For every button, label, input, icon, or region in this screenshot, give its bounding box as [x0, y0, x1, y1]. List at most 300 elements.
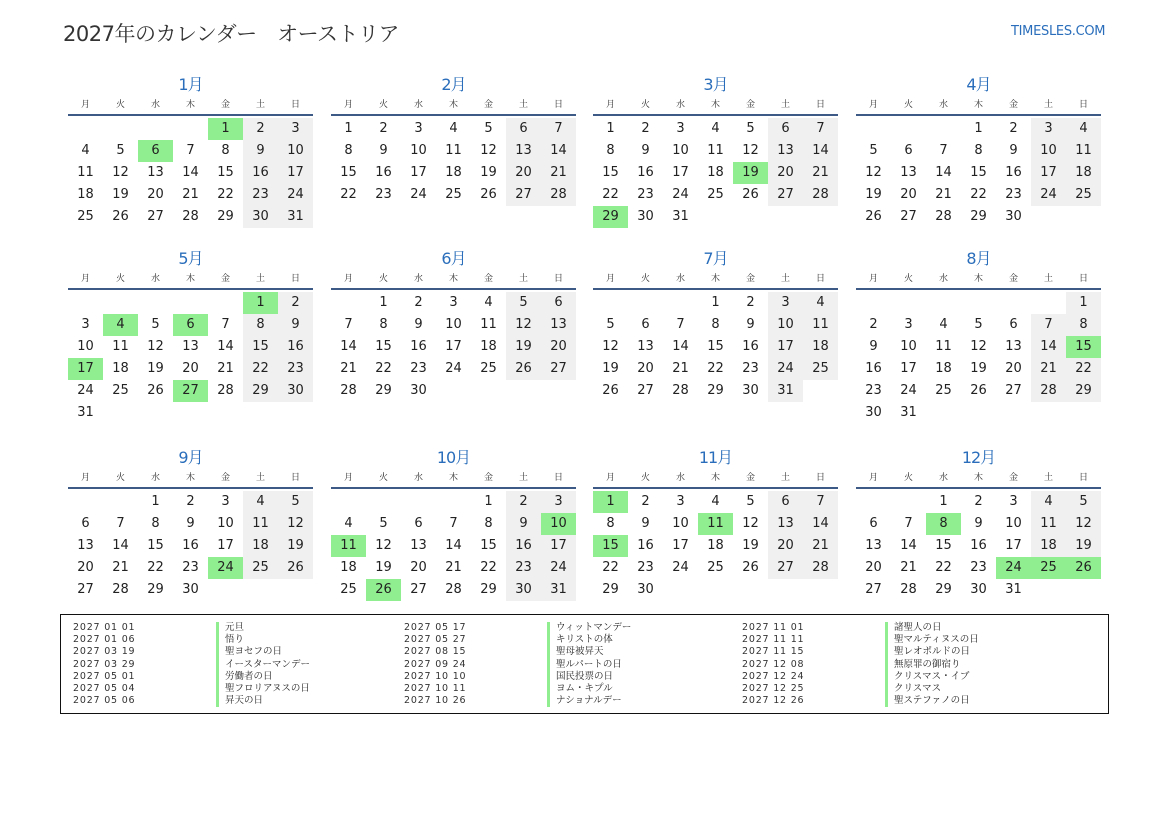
day-cell[interactable]: 5: [379, 516, 388, 531]
day-cell[interactable]: 31: [768, 380, 803, 402]
day-cell[interactable]: 22: [935, 560, 952, 575]
day-cell[interactable]: 13: [768, 140, 803, 162]
day-cell[interactable]: 19: [375, 560, 392, 575]
day-cell[interactable]: 5: [116, 143, 125, 158]
day-cell[interactable]: 3: [449, 295, 458, 310]
day-cell[interactable]: 15: [480, 538, 497, 553]
day-cell[interactable]: 7: [541, 118, 576, 140]
day-cell[interactable]: 28: [541, 184, 576, 206]
day-cell[interactable]: 21: [900, 560, 917, 575]
day-cell[interactable]: 18: [1066, 162, 1101, 184]
holiday-day-cell[interactable]: 11: [331, 535, 366, 557]
day-cell[interactable]: 16: [410, 339, 427, 354]
holiday-day-cell[interactable]: 6: [138, 140, 173, 162]
day-cell[interactable]: 17: [672, 165, 689, 180]
day-cell[interactable]: 29: [243, 380, 278, 402]
day-cell[interactable]: 24: [278, 184, 313, 206]
day-cell[interactable]: 2: [278, 292, 313, 314]
day-cell[interactable]: 3: [1009, 494, 1018, 509]
day-cell[interactable]: 5: [1066, 491, 1101, 513]
day-cell[interactable]: 24: [672, 560, 689, 575]
day-cell[interactable]: 29: [707, 383, 724, 398]
day-cell[interactable]: 16: [637, 165, 654, 180]
day-cell[interactable]: 26: [602, 383, 619, 398]
day-cell[interactable]: 8: [711, 317, 720, 332]
day-cell[interactable]: 8: [1066, 314, 1101, 336]
holiday-day-cell[interactable]: 8: [926, 513, 961, 535]
day-cell[interactable]: 20: [637, 361, 654, 376]
day-cell[interactable]: 21: [112, 560, 129, 575]
day-cell[interactable]: 4: [711, 494, 720, 509]
day-cell[interactable]: 17: [1005, 538, 1022, 553]
brand-logo-text[interactable]: TIMESLES.COM: [1011, 24, 1106, 39]
day-cell[interactable]: 14: [1031, 336, 1066, 358]
day-cell[interactable]: 31: [541, 579, 576, 601]
day-cell[interactable]: 13: [768, 513, 803, 535]
day-cell[interactable]: 12: [602, 339, 619, 354]
holiday-day-cell[interactable]: 27: [173, 380, 208, 402]
day-cell[interactable]: 3: [81, 317, 90, 332]
day-cell[interactable]: 29: [375, 383, 392, 398]
day-cell[interactable]: 23: [278, 358, 313, 380]
day-cell[interactable]: 9: [278, 314, 313, 336]
day-cell[interactable]: 18: [1031, 535, 1066, 557]
day-cell[interactable]: 18: [445, 165, 462, 180]
day-cell[interactable]: 15: [147, 538, 164, 553]
day-cell[interactable]: 20: [77, 560, 94, 575]
day-cell[interactable]: 18: [707, 538, 724, 553]
day-cell[interactable]: 7: [1031, 314, 1066, 336]
day-cell[interactable]: 23: [243, 184, 278, 206]
day-cell[interactable]: 26: [970, 383, 987, 398]
day-cell[interactable]: 14: [935, 165, 952, 180]
day-cell[interactable]: 16: [637, 538, 654, 553]
day-cell[interactable]: 3: [541, 491, 576, 513]
day-cell[interactable]: 31: [77, 405, 94, 420]
holiday-day-cell[interactable]: 10: [541, 513, 576, 535]
day-cell[interactable]: 13: [1005, 339, 1022, 354]
day-cell[interactable]: 13: [77, 538, 94, 553]
day-cell[interactable]: 9: [243, 140, 278, 162]
day-cell[interactable]: 1: [151, 494, 160, 509]
day-cell[interactable]: 13: [900, 165, 917, 180]
day-cell[interactable]: 25: [445, 187, 462, 202]
day-cell[interactable]: 18: [77, 187, 94, 202]
day-cell[interactable]: 12: [742, 516, 759, 531]
day-cell[interactable]: 21: [217, 361, 234, 376]
day-cell[interactable]: 11: [1066, 140, 1101, 162]
day-cell[interactable]: 6: [768, 118, 803, 140]
day-cell[interactable]: 19: [970, 361, 987, 376]
day-cell[interactable]: 27: [541, 358, 576, 380]
day-cell[interactable]: 19: [1066, 535, 1101, 557]
day-cell[interactable]: 9: [641, 516, 650, 531]
day-cell[interactable]: 30: [410, 383, 427, 398]
day-cell[interactable]: 19: [742, 538, 759, 553]
day-cell[interactable]: 27: [77, 582, 94, 597]
day-cell[interactable]: 21: [672, 361, 689, 376]
day-cell[interactable]: 23: [506, 557, 541, 579]
day-cell[interactable]: 22: [480, 560, 497, 575]
day-cell[interactable]: 6: [506, 118, 541, 140]
day-cell[interactable]: 24: [410, 187, 427, 202]
day-cell[interactable]: 25: [935, 383, 952, 398]
day-cell[interactable]: 26: [480, 187, 497, 202]
day-cell[interactable]: 28: [1031, 380, 1066, 402]
day-cell[interactable]: 21: [182, 187, 199, 202]
day-cell[interactable]: 25: [707, 560, 724, 575]
day-cell[interactable]: 10: [77, 339, 94, 354]
day-cell[interactable]: 26: [742, 187, 759, 202]
day-cell[interactable]: 14: [541, 140, 576, 162]
day-cell[interactable]: 10: [410, 143, 427, 158]
day-cell[interactable]: 2: [186, 494, 195, 509]
day-cell[interactable]: 20: [182, 361, 199, 376]
day-cell[interactable]: 1: [484, 494, 493, 509]
day-cell[interactable]: 25: [707, 187, 724, 202]
day-cell[interactable]: 14: [803, 140, 838, 162]
day-cell[interactable]: 16: [182, 538, 199, 553]
day-cell[interactable]: 5: [506, 292, 541, 314]
day-cell[interactable]: 20: [147, 187, 164, 202]
day-cell[interactable]: 4: [449, 121, 458, 136]
day-cell[interactable]: 1: [974, 121, 983, 136]
day-cell[interactable]: 7: [803, 118, 838, 140]
day-cell[interactable]: 28: [217, 383, 234, 398]
day-cell[interactable]: 5: [151, 317, 160, 332]
day-cell[interactable]: 4: [81, 143, 90, 158]
day-cell[interactable]: 22: [147, 560, 164, 575]
day-cell[interactable]: 11: [1031, 513, 1066, 535]
day-cell[interactable]: 29: [1066, 380, 1101, 402]
day-cell[interactable]: 30: [278, 380, 313, 402]
day-cell[interactable]: 6: [904, 143, 913, 158]
day-cell[interactable]: 6: [414, 516, 423, 531]
day-cell[interactable]: 16: [865, 361, 882, 376]
day-cell[interactable]: 2: [869, 317, 878, 332]
day-cell[interactable]: 18: [935, 361, 952, 376]
day-cell[interactable]: 14: [803, 513, 838, 535]
day-cell[interactable]: 27: [410, 582, 427, 597]
day-cell[interactable]: 22: [602, 560, 619, 575]
day-cell[interactable]: 23: [970, 560, 987, 575]
day-cell[interactable]: 24: [77, 383, 94, 398]
day-cell[interactable]: 24: [541, 557, 576, 579]
day-cell[interactable]: 17: [217, 538, 234, 553]
day-cell[interactable]: 28: [803, 184, 838, 206]
day-cell[interactable]: 23: [865, 383, 882, 398]
day-cell[interactable]: 20: [541, 336, 576, 358]
day-cell[interactable]: 1: [606, 121, 615, 136]
day-cell[interactable]: 3: [1031, 118, 1066, 140]
day-cell[interactable]: 22: [707, 361, 724, 376]
day-cell[interactable]: 5: [746, 121, 755, 136]
day-cell[interactable]: 17: [1031, 162, 1066, 184]
day-cell[interactable]: 16: [970, 538, 987, 553]
day-cell[interactable]: 12: [506, 314, 541, 336]
holiday-day-cell[interactable]: 6: [173, 314, 208, 336]
day-cell[interactable]: 24: [900, 383, 917, 398]
day-cell[interactable]: 3: [768, 292, 803, 314]
day-cell[interactable]: 10: [768, 314, 803, 336]
day-cell[interactable]: 9: [1009, 143, 1018, 158]
day-cell[interactable]: 16: [506, 535, 541, 557]
day-cell[interactable]: 2: [506, 491, 541, 513]
day-cell[interactable]: 26: [865, 209, 882, 224]
day-cell[interactable]: 12: [1066, 513, 1101, 535]
day-cell[interactable]: 10: [1005, 516, 1022, 531]
day-cell[interactable]: 14: [672, 339, 689, 354]
day-cell[interactable]: 27: [768, 557, 803, 579]
day-cell[interactable]: 10: [217, 516, 234, 531]
day-cell[interactable]: 11: [445, 143, 462, 158]
day-cell[interactable]: 18: [243, 535, 278, 557]
day-cell[interactable]: 30: [182, 582, 199, 597]
day-cell[interactable]: 25: [480, 361, 497, 376]
day-cell[interactable]: 28: [445, 582, 462, 597]
day-cell[interactable]: 12: [278, 513, 313, 535]
day-cell[interactable]: 30: [1005, 209, 1022, 224]
holiday-day-cell[interactable]: 26: [1066, 557, 1101, 579]
day-cell[interactable]: 22: [243, 358, 278, 380]
day-cell[interactable]: 1: [379, 295, 388, 310]
day-cell[interactable]: 24: [768, 358, 803, 380]
day-cell[interactable]: 13: [637, 339, 654, 354]
day-cell[interactable]: 29: [147, 582, 164, 597]
day-cell[interactable]: 31: [1005, 582, 1022, 597]
day-cell[interactable]: 27: [865, 582, 882, 597]
day-cell[interactable]: 27: [637, 383, 654, 398]
day-cell[interactable]: 7: [904, 516, 913, 531]
day-cell[interactable]: 7: [116, 516, 125, 531]
day-cell[interactable]: 7: [803, 491, 838, 513]
day-cell[interactable]: 19: [602, 361, 619, 376]
day-cell[interactable]: 21: [803, 162, 838, 184]
day-cell[interactable]: 30: [637, 209, 654, 224]
day-cell[interactable]: 12: [742, 143, 759, 158]
holiday-day-cell[interactable]: 1: [593, 491, 628, 513]
day-cell[interactable]: 20: [865, 560, 882, 575]
day-cell[interactable]: 24: [672, 187, 689, 202]
day-cell[interactable]: 1: [1066, 292, 1101, 314]
day-cell[interactable]: 29: [480, 582, 497, 597]
day-cell[interactable]: 6: [768, 491, 803, 513]
day-cell[interactable]: 27: [1005, 383, 1022, 398]
day-cell[interactable]: 30: [742, 383, 759, 398]
day-cell[interactable]: 23: [375, 187, 392, 202]
day-cell[interactable]: 7: [449, 516, 458, 531]
day-cell[interactable]: 13: [147, 165, 164, 180]
day-cell[interactable]: 28: [935, 209, 952, 224]
day-cell[interactable]: 22: [602, 187, 619, 202]
day-cell[interactable]: 15: [340, 165, 357, 180]
day-cell[interactable]: 5: [484, 121, 493, 136]
day-cell[interactable]: 1: [344, 121, 353, 136]
day-cell[interactable]: 30: [506, 579, 541, 601]
holiday-day-cell[interactable]: 29: [593, 206, 628, 228]
holiday-day-cell[interactable]: 26: [366, 579, 401, 601]
day-cell[interactable]: 9: [379, 143, 388, 158]
day-cell[interactable]: 13: [506, 140, 541, 162]
day-cell[interactable]: 8: [379, 317, 388, 332]
day-cell[interactable]: 17: [900, 361, 917, 376]
day-cell[interactable]: 11: [803, 314, 838, 336]
day-cell[interactable]: 14: [182, 165, 199, 180]
day-cell[interactable]: 4: [243, 491, 278, 513]
day-cell[interactable]: 17: [445, 339, 462, 354]
day-cell[interactable]: 21: [1031, 358, 1066, 380]
day-cell[interactable]: 23: [182, 560, 199, 575]
day-cell[interactable]: 6: [541, 292, 576, 314]
day-cell[interactable]: 27: [900, 209, 917, 224]
holiday-day-cell[interactable]: 24: [208, 557, 243, 579]
day-cell[interactable]: 11: [935, 339, 952, 354]
day-cell[interactable]: 2: [641, 121, 650, 136]
day-cell[interactable]: 4: [1066, 118, 1101, 140]
holiday-day-cell[interactable]: 1: [208, 118, 243, 140]
day-cell[interactable]: 26: [278, 557, 313, 579]
day-cell[interactable]: 19: [278, 535, 313, 557]
day-cell[interactable]: 22: [970, 187, 987, 202]
day-cell[interactable]: 15: [217, 165, 234, 180]
day-cell[interactable]: 16: [243, 162, 278, 184]
day-cell[interactable]: 4: [711, 121, 720, 136]
day-cell[interactable]: 10: [278, 140, 313, 162]
day-cell[interactable]: 22: [340, 187, 357, 202]
day-cell[interactable]: 13: [865, 538, 882, 553]
day-cell[interactable]: 18: [707, 165, 724, 180]
day-cell[interactable]: 2: [1009, 121, 1018, 136]
day-cell[interactable]: 29: [970, 209, 987, 224]
day-cell[interactable]: 3: [414, 121, 423, 136]
day-cell[interactable]: 21: [935, 187, 952, 202]
day-cell[interactable]: 20: [1005, 361, 1022, 376]
day-cell[interactable]: 9: [506, 513, 541, 535]
day-cell[interactable]: 12: [865, 165, 882, 180]
day-cell[interactable]: 9: [974, 516, 983, 531]
day-cell[interactable]: 5: [606, 317, 615, 332]
day-cell[interactable]: 6: [869, 516, 878, 531]
day-cell[interactable]: 18: [803, 336, 838, 358]
day-cell[interactable]: 6: [641, 317, 650, 332]
day-cell[interactable]: 5: [278, 491, 313, 513]
day-cell[interactable]: 10: [1031, 140, 1066, 162]
day-cell[interactable]: 8: [344, 143, 353, 158]
day-cell[interactable]: 25: [340, 582, 357, 597]
day-cell[interactable]: 4: [344, 516, 353, 531]
day-cell[interactable]: 19: [147, 361, 164, 376]
day-cell[interactable]: 19: [480, 165, 497, 180]
day-cell[interactable]: 16: [375, 165, 392, 180]
day-cell[interactable]: 23: [637, 187, 654, 202]
day-cell[interactable]: 22: [375, 361, 392, 376]
day-cell[interactable]: 7: [221, 317, 230, 332]
day-cell[interactable]: 17: [541, 535, 576, 557]
day-cell[interactable]: 8: [151, 516, 160, 531]
day-cell[interactable]: 15: [707, 339, 724, 354]
day-cell[interactable]: 6: [1009, 317, 1018, 332]
day-cell[interactable]: 11: [707, 143, 724, 158]
day-cell[interactable]: 30: [865, 405, 882, 420]
day-cell[interactable]: 16: [278, 336, 313, 358]
day-cell[interactable]: 11: [77, 165, 94, 180]
day-cell[interactable]: 14: [112, 538, 129, 553]
day-cell[interactable]: 28: [803, 557, 838, 579]
day-cell[interactable]: 10: [672, 143, 689, 158]
day-cell[interactable]: 24: [1031, 184, 1066, 206]
day-cell[interactable]: 20: [768, 162, 803, 184]
day-cell[interactable]: 7: [676, 317, 685, 332]
day-cell[interactable]: 15: [243, 336, 278, 358]
day-cell[interactable]: 15: [970, 165, 987, 180]
day-cell[interactable]: 21: [340, 361, 357, 376]
day-cell[interactable]: 20: [506, 162, 541, 184]
day-cell[interactable]: 13: [410, 538, 427, 553]
day-cell[interactable]: 17: [278, 162, 313, 184]
day-cell[interactable]: 26: [506, 358, 541, 380]
day-cell[interactable]: 9: [186, 516, 195, 531]
day-cell[interactable]: 7: [939, 143, 948, 158]
holiday-day-cell[interactable]: 15: [593, 535, 628, 557]
day-cell[interactable]: 1: [711, 295, 720, 310]
day-cell[interactable]: 2: [379, 121, 388, 136]
day-cell[interactable]: 23: [742, 361, 759, 376]
day-cell[interactable]: 25: [77, 209, 94, 224]
day-cell[interactable]: 27: [506, 184, 541, 206]
day-cell[interactable]: 28: [672, 383, 689, 398]
day-cell[interactable]: 12: [970, 339, 987, 354]
day-cell[interactable]: 12: [480, 143, 497, 158]
day-cell[interactable]: 28: [340, 383, 357, 398]
day-cell[interactable]: 22: [217, 187, 234, 202]
day-cell[interactable]: 1: [939, 494, 948, 509]
day-cell[interactable]: 9: [641, 143, 650, 158]
day-cell[interactable]: 12: [112, 165, 129, 180]
day-cell[interactable]: 16: [1005, 165, 1022, 180]
day-cell[interactable]: 8: [606, 143, 615, 158]
holiday-day-cell[interactable]: 1: [243, 292, 278, 314]
day-cell[interactable]: 5: [869, 143, 878, 158]
day-cell[interactable]: 10: [672, 516, 689, 531]
holiday-day-cell[interactable]: 25: [1031, 557, 1066, 579]
day-cell[interactable]: 5: [746, 494, 755, 509]
day-cell[interactable]: 17: [672, 538, 689, 553]
day-cell[interactable]: 30: [970, 582, 987, 597]
day-cell[interactable]: 3: [676, 494, 685, 509]
day-cell[interactable]: 13: [182, 339, 199, 354]
holiday-day-cell[interactable]: 4: [103, 314, 138, 336]
day-cell[interactable]: 9: [414, 317, 423, 332]
day-cell[interactable]: 28: [900, 582, 917, 597]
day-cell[interactable]: 31: [278, 206, 313, 228]
day-cell[interactable]: 15: [375, 339, 392, 354]
day-cell[interactable]: 2: [746, 295, 755, 310]
day-cell[interactable]: 2: [641, 494, 650, 509]
day-cell[interactable]: 25: [1066, 184, 1101, 206]
day-cell[interactable]: 20: [410, 560, 427, 575]
day-cell[interactable]: 8: [484, 516, 493, 531]
day-cell[interactable]: 23: [637, 560, 654, 575]
day-cell[interactable]: 14: [217, 339, 234, 354]
day-cell[interactable]: 7: [186, 143, 195, 158]
day-cell[interactable]: 30: [243, 206, 278, 228]
day-cell[interactable]: 28: [112, 582, 129, 597]
day-cell[interactable]: 9: [869, 339, 878, 354]
day-cell[interactable]: 29: [935, 582, 952, 597]
day-cell[interactable]: 7: [344, 317, 353, 332]
day-cell[interactable]: 3: [221, 494, 230, 509]
day-cell[interactable]: 18: [480, 339, 497, 354]
